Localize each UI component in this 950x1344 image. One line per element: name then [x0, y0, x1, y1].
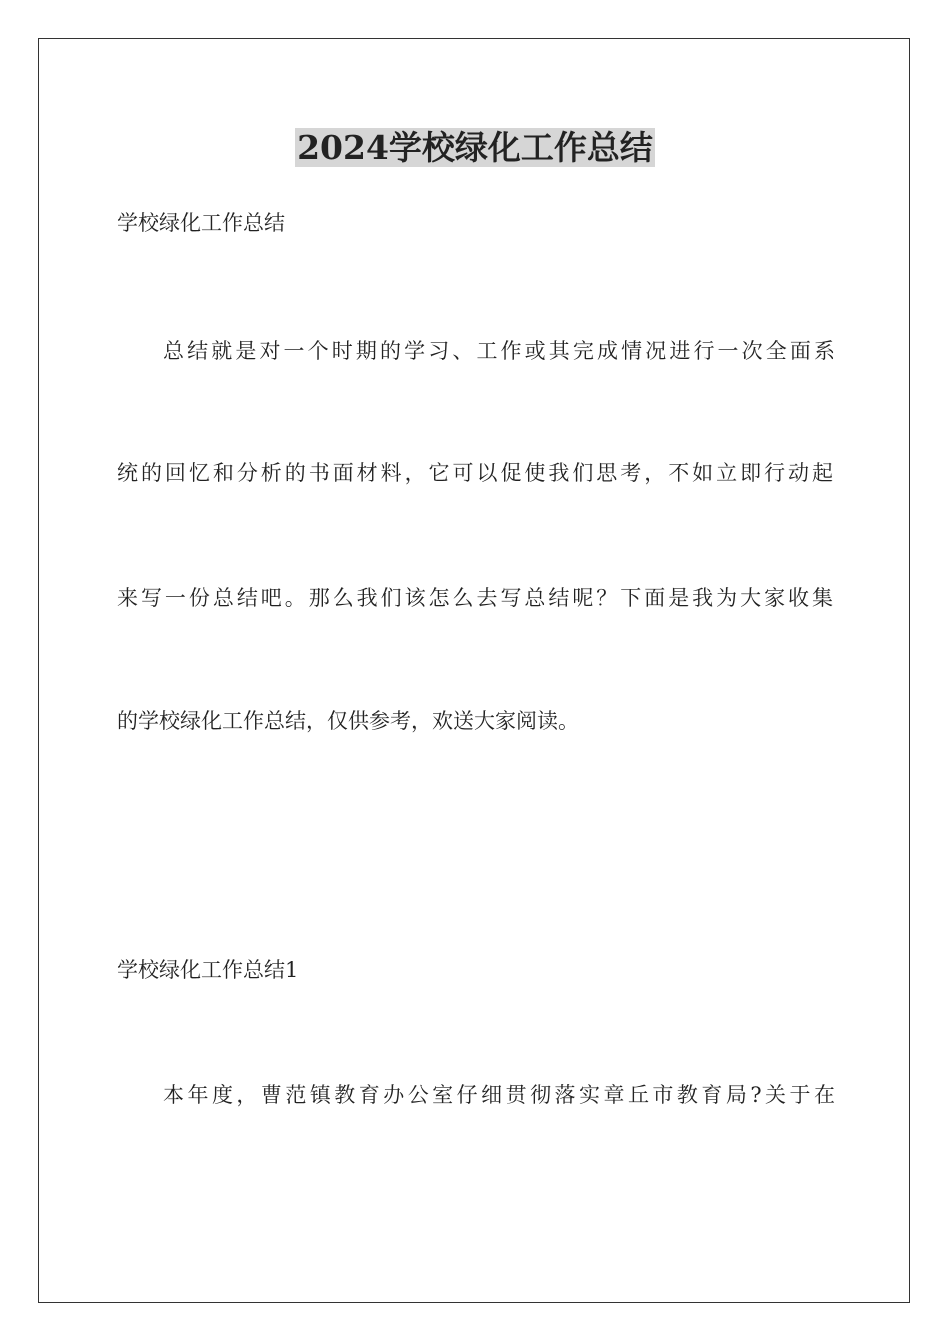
- section-paragraph-line-1: 本年度，曹范镇教育办公室仔细贯彻落实章丘市教育局?关于在: [163, 1083, 835, 1107]
- intro-paragraph-line-2: 统的回忆和分析的书面材料，它可以促使我们思考，不如立即行动起: [117, 461, 833, 485]
- intro-paragraph-line-4: 的学校绿化工作总结，仅供参考，欢送大家阅读。: [117, 709, 579, 733]
- section-heading: 学校绿化工作总结1: [117, 958, 299, 982]
- document-subtitle: 学校绿化工作总结: [117, 211, 285, 235]
- intro-paragraph-line-3: 来写一份总结吧。那么我们该怎么去写总结呢？下面是我为大家收集: [117, 586, 833, 610]
- intro-paragraph-line-1: 总结就是对一个时期的学习、工作或其完成情况进行一次全面系: [163, 339, 835, 363]
- document-title: [0, 126, 950, 170]
- document-title-text: 2024学校绿化工作总结: [297, 128, 653, 167]
